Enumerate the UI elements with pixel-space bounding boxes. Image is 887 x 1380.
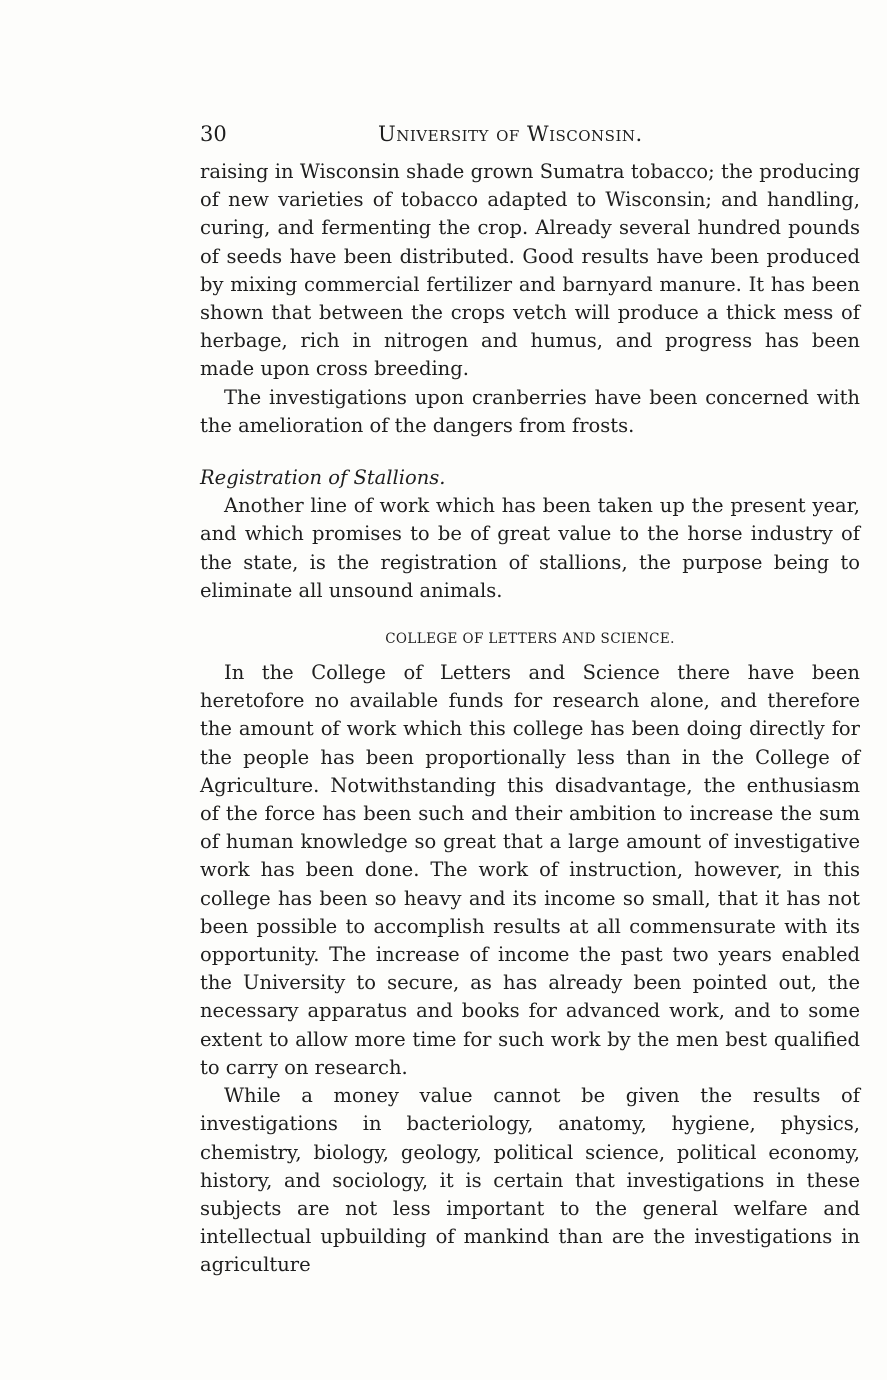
section-heading-stallions: Registration of Stallions. [200, 466, 446, 490]
page-header [200, 118, 860, 158]
paragraph-investigations: While a money value cannot be given the results of investigations in bacteriology, anatomy, hygiene, physics, chemistry, biology, geology, political science, political economy, history, and sociology, it is certain that investigations in these subjects are not less important to the general welfare and intellectual upbuilding of mankind than are the investigations in agriculture [200, 1084, 860, 1277]
page-number: 30 [200, 122, 227, 146]
paragraph-cranberries: The investigations upon cranberries have been concerned with the amelioration of the dangers from frosts. [200, 385, 860, 437]
paragraph-tobacco: raising in Wisconsin shade grown Sumatra tobacco; the producing of new varieties of tobacco adapted to Wisconsin; and handling, curing, and fermenting the crop. Already several hundred pounds of seeds have been distributed. Good results have been produced by mixing commercial fertilizer and barnyard manure. It has been shown that between the crops vetch will produce a thick mess of herbage, rich in nitrogen and humus, and progress has been made upon cross breeding. [200, 160, 860, 381]
book-page [200, 118, 860, 1280]
running-head: University of Wisconsin. [378, 122, 643, 146]
section-heading-college: COLLEGE OF LETTERS AND SCIENCE. [385, 631, 675, 648]
paragraph-stallions: Another line of work which has been taken up the present year, and which promises to be of great value to the horse industry of the state, is the registration of stallions, the purpose being to eliminate all unsound animals. [200, 494, 860, 602]
paragraph-letters-science: In the College of Letters and Science there have been heretofore no available funds for research alone, and therefore the amount of work which this college has been doing directly for the people has been proportionally less than in the College of Agriculture. Notwithstanding this disadvantage, the enthusiasm of the force has been such and their ambition to increase the sum of human knowledge so great that a large amount of investigative work has been done. The work of instruction, however, in this college has been so heavy and its income so small, that it has not been possible to accomplish results at all commensurate with its opportunity. The increase of income the past two years enabled the University to secure, as has already been pointed out, the necessary apparatus and books for advanced work, and to some extent to allow more time for such work by the men best qualified to carry on research. [200, 661, 860, 1079]
